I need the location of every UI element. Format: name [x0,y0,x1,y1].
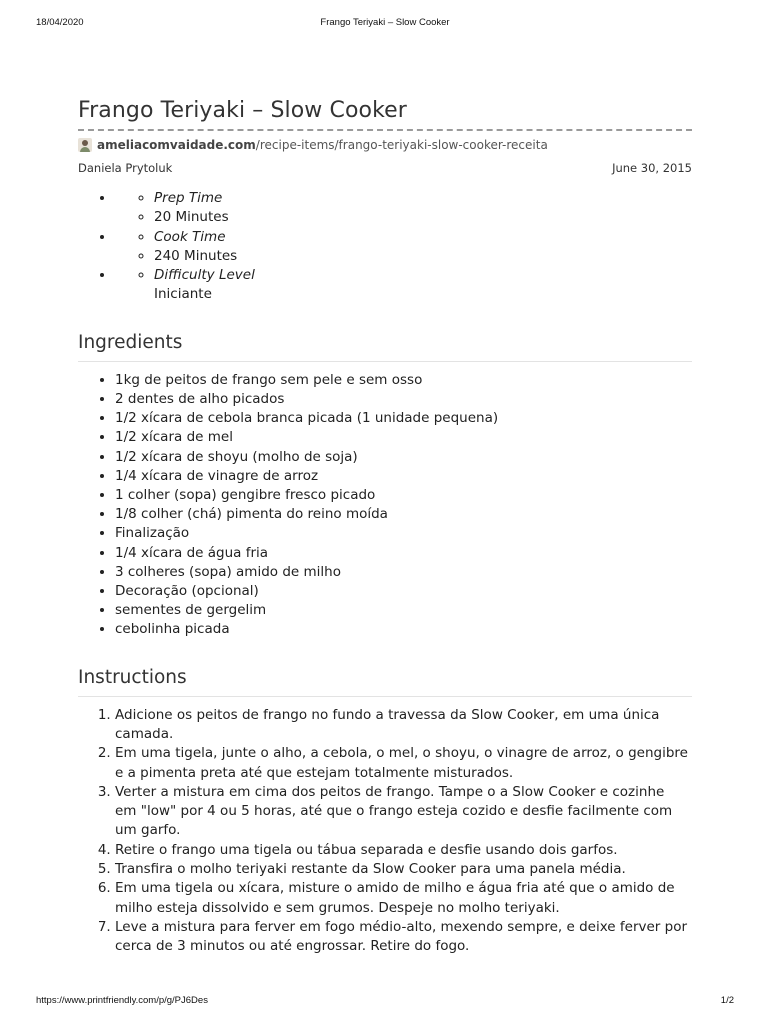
list-item: • 1/8 colher (chá) pimenta do reino moída [115,505,692,524]
ingredients-list [78,371,692,640]
publish-date: June 30, 2015 [612,161,692,175]
list-item: • 1 colher (sopa) gengibre fresco picado [115,486,692,505]
time-label: ◦ • Difficulty Level Iniciante [154,266,692,305]
instruction-step: 4. Retire o frango uma tigela ou tábua separada e desfie usando dois garfos. [115,841,692,860]
print-footer [36,995,734,1009]
instructions-list [78,706,692,957]
instructions-section [78,667,692,957]
source-link[interactable] [97,138,548,152]
source-path: /recipe-items/frango-teriyaki-slow-cooker-receita [255,138,548,152]
article-meta [78,161,692,175]
instruction-step: 7. Leve a mistura para ferver em fogo médio-alto, mexendo sempre, e deixe ferver por cerca de 3 minutos ou até engrossar. Retire do fogo. [115,918,692,957]
list-item: • 1/2 xícara de mel [115,428,692,447]
list-item: • 1kg de peitos de frango sem pele e sem osso [115,371,692,390]
list-item: • 1/4 xícara de vinagre de arroz [115,467,692,486]
author: Daniela Prytoluk [78,161,173,175]
list-item: • 1/4 xícara de água fria [115,544,692,563]
list-item: • 1/2 xícara de shoyu (molho de soja) [115,448,692,467]
list-item: • Decoração (opcional) [115,582,692,601]
ingredients-heading: Ingredients [78,332,692,362]
list-item: • 2 dentes de alho picados [115,390,692,409]
recipe-times [78,189,692,305]
article [78,98,692,956]
instruction-step: 6. Em uma tigela ou xícara, misture o amido de milho e água fria até que o amido de milho esteja dissolvido e sem grumos. Despeje no molho teriyaki. [115,879,692,918]
list-item: • 1/2 xícara de cebola branca picada (1 unidade pequena) [115,409,692,428]
instruction-step: 2. Em uma tigela, junte o alho, a cebola, o mel, o shoyu, o vinagre de arroz, o gengibre e a pimenta preta até que estejam totalmente misturados. [115,744,692,783]
time-value: ◦ 240 Minutes [154,247,692,266]
page-number: 1/2 [720,995,734,1006]
time-label: ◦ • Prep Time [154,189,692,208]
time-item [115,228,692,267]
time-item [115,189,692,228]
list-item: • 3 colheres (sopa) amido de milho [115,563,692,582]
time-label: ◦ • Cook Time [154,228,692,247]
instruction-step: 5. Transfira o molho teriyaki restante da Slow Cooker para uma panela média. [115,860,692,879]
site-avatar-icon [78,138,92,152]
time-value: ◦ 20 Minutes [154,208,692,227]
list-item: • sementes de gergelim [115,601,692,620]
print-url: https://www.printfriendly.com/p/g/PJ6Des [36,995,208,1006]
list-item: • cebolinha picada [115,620,692,639]
time-value: Iniciante [154,286,212,303]
print-date: 18/04/2020 [36,17,84,28]
source-domain: ameliacomvaidade.com [97,138,256,152]
print-title: Frango Teriyaki – Slow Cooker [320,17,450,28]
print-header [36,17,734,31]
ingredients-section [78,332,692,640]
source-line [78,136,692,154]
time-item [115,266,692,305]
instruction-step: 1. Adicione os peitos de frango no fundo a travessa da Slow Cooker, em uma única camada. [115,706,692,745]
instructions-heading: Instructions [78,667,692,697]
list-item: • Finalização [115,524,692,543]
page-title: Frango Teriyaki – Slow Cooker [78,98,692,131]
instruction-step: 3. Verter a mistura em cima dos peitos de frango. Tampe o a Slow Cooker e cozinhe em "low" por 4 ou 5 horas, até que o frango esteja cozido e desfie facilmente com um garfo. [115,783,692,841]
